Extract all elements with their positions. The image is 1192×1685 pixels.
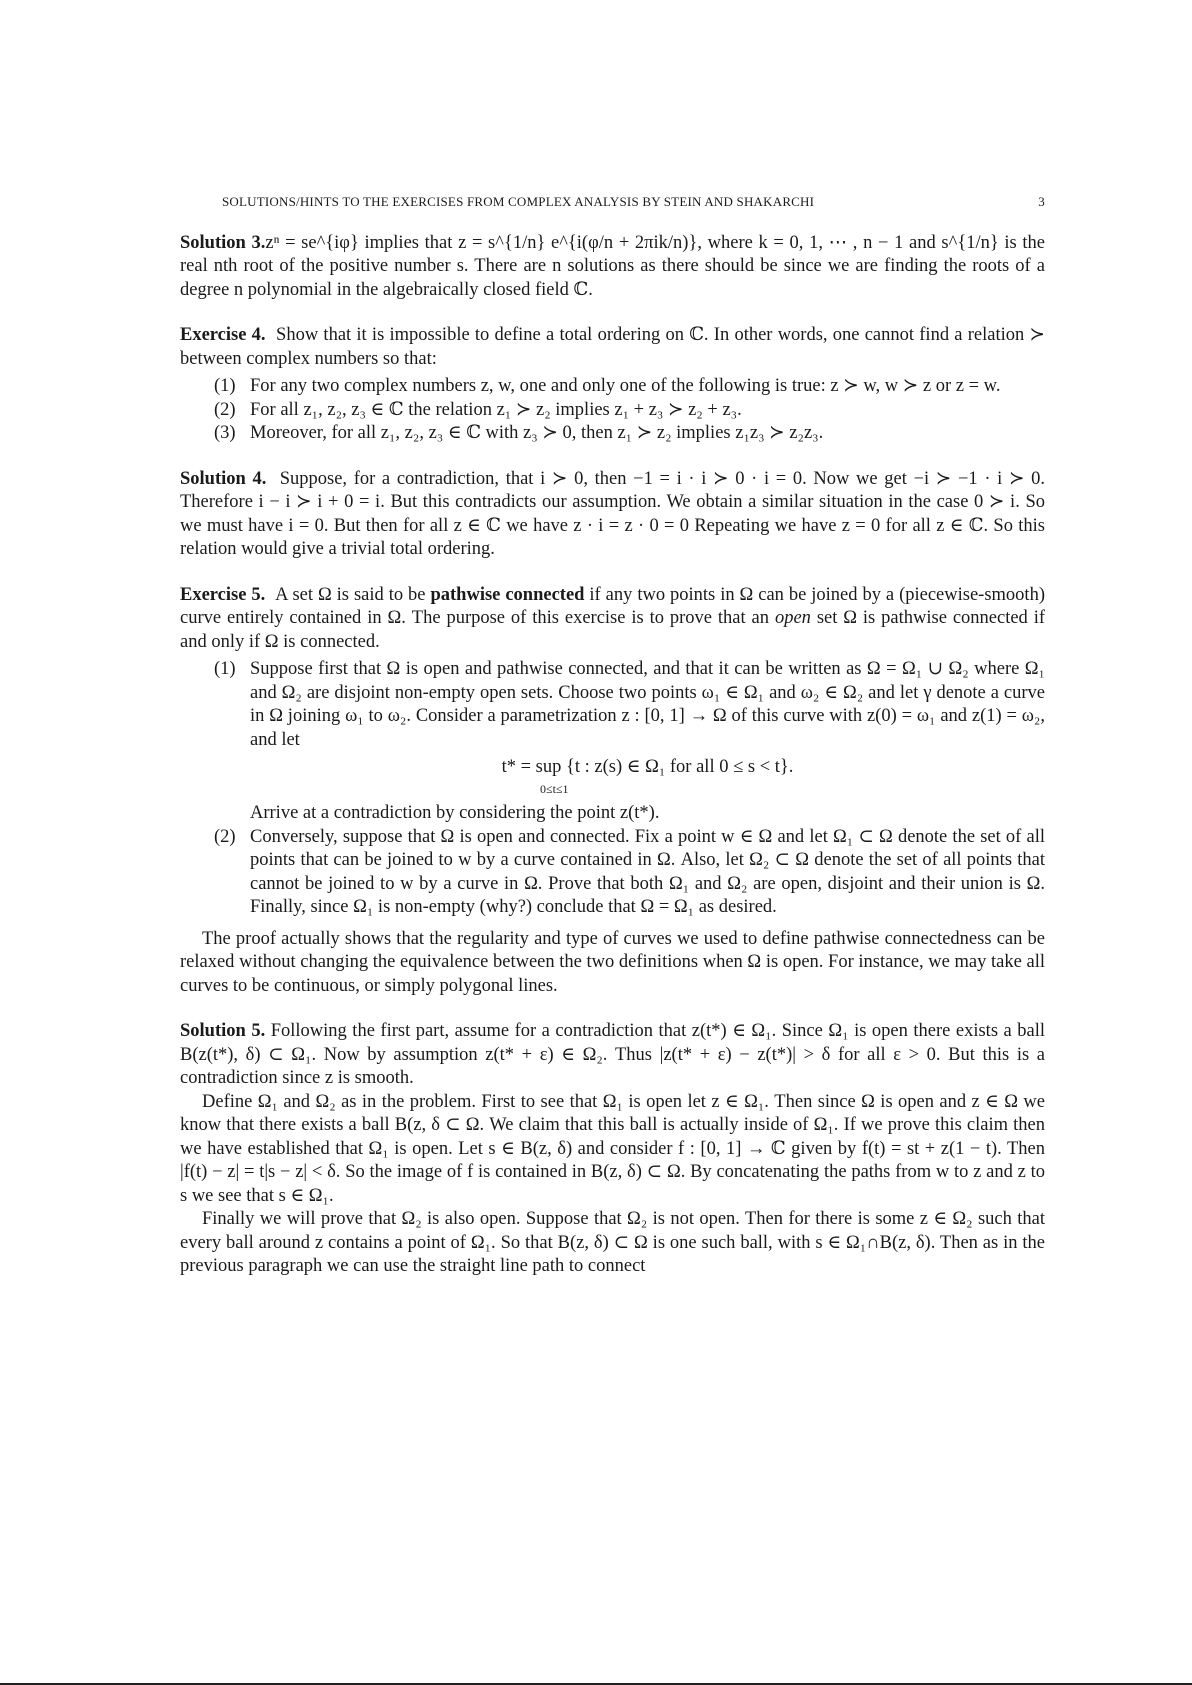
exercise-4 (180, 324, 1045, 446)
item-text: For all z₁, z₂, z₃ ∈ ℂ the relation z₁ ≻ z₂ implies z₁ + z₃ ≻ z₂ + z₃. (250, 399, 742, 420)
solution-5-lead: Solution 5. (180, 1021, 266, 1041)
exercise-5-intro-c: set Ω is pathwise connected if and only if Ω is connected. (180, 608, 1046, 652)
exercise-5 (180, 584, 1045, 999)
solution-3-text-3: roots of a degree n polynomial in the algebraically closed field ℂ. (180, 256, 1045, 300)
solution-4-lead: Solution 4. (180, 468, 267, 489)
solution-3-text-2: nth root of the positive number s. There are n solutions as there should be since we are finding the (213, 256, 967, 276)
running-header (180, 190, 1045, 214)
item-after-text: Arrive at a contradiction by considering the point z(t*). (250, 803, 660, 823)
list-item (180, 826, 1045, 920)
equation-text: t* = sup {t : z(s) ∈ Ω₁ for all 0 ≤ s < t}. (501, 757, 794, 777)
solution-3 (180, 232, 1045, 303)
exercise-4-intro: Show that it is impossible to define a total ordering on ℂ. In other words, one cannot find a relation ≻ between complex numbers so that: (180, 325, 1046, 369)
solution-5 (180, 1020, 1045, 1279)
solution-5-p1: Following the first part, assume for a contradiction that z(t*) ∈ Ω₁. Since Ω₁ is open there exists a ball B(z(t*), δ) ⊂ Ω₁. Now by assumption z(t* + ε) ∈ Ω₂. Thus |z(t* + ε) − z(t*)| > δ for all ε > 0. But this is a contradiction since z is smooth. (180, 1021, 1045, 1088)
exercise-5-intro-b: if any two points in Ω can be joined by a (piecewise-smooth) curve entirely contained in Ω. The purpose of this exercise is to prove that an (180, 584, 1045, 628)
list-item (180, 658, 1045, 826)
page-number: 3 (1038, 194, 1045, 209)
running-title: SOLUTIONS/HINTS TO THE EXERCISES FROM COMPLEX ANALYSIS BY STEIN AND SHAKARCHI (222, 194, 815, 209)
exercise-5-closing: The proof actually shows that the regularity and type of curves we used to define pathwise connectedness can be relaxed without changing the equivalence between the two definitions when Ω is open. For instance, we may take all curves to be continuous, or simply polygonal lines. (180, 928, 1045, 996)
solution-5-p3: Finally we will prove that Ω₂ is also open. Suppose that Ω₂ is not open. Then for there is some z ∈ Ω₂ such that every ball around z contains a point of Ω₁. So that B(z, δ) ⊂ Ω is one such ball, with s ∈ Ω₁∩B(z, δ). Then as in the previous paragraph we can use the straight line path to connect (180, 1209, 1045, 1276)
solution-5-p2: Define Ω₁ and Ω₂ as in the problem. First to see that Ω₁ is open let z ∈ Ω₁. Then since Ω is open and z ∈ Ω we know that there exists a ball B(z, δ ⊂ Ω. We claim that this ball is actually inside of Ω₁. If we prove this claim then we have established that Ω₁ is open. Let s ∈ B(z, δ) and consider f : [0, 1] → ℂ given by f(t) = st + z(1 − t). Then |f(t) − z| = t|s − z| < δ. So the image of f is contained in B(z, δ) ⊂ Ω. By concatenating the paths from w to z and z to s we see that s ∈ Ω₁. (180, 1091, 1045, 1206)
list-item (180, 375, 1045, 399)
solution-4-text: Suppose, for a contradiction, that i ≻ 0, then −1 = i · i ≻ 0 · i = 0. Now we get −i ≻ −1 · i ≻ 0. Therefore i − i ≻ i + 0 = i. But this contradicts our assumption. We obtain a similar situation in the case 0 ≻ i. So we must have i = 0. But then for all z ∈ ℂ we have z · i = z · 0 = 0 Repeating we have z = 0 for all z ∈ ℂ. So this relation would give a trivial total ordering. (180, 468, 1046, 559)
item-text: Moreover, for all z₁, z₂, z₃ ∈ ℂ with z₃ ≻ 0, then z₁ ≻ z₂ implies z₁z₃ ≻ z₂z₃. (250, 423, 824, 443)
equation-subscript: 0≤t≤1 (540, 782, 569, 796)
item-number: (1) (214, 659, 236, 679)
item-text: Suppose first that Ω is open and pathwise connected, and that it can be written as Ω = Ω₁ ∪ Ω₂ where Ω₁ and Ω₂ are disjoint non-empty open sets. Choose two points ω₁ ∈ Ω₁ and ω₂ ∈ Ω₂ and let γ denote a curve in Ω joining ω₁ to ω₂. Consider a parametrization z : [0, 1] → Ω of this curve with z(0) = ω₁ and z(1) = ω₂, and let (250, 659, 1045, 750)
item-text: For any two complex numbers z, w, one and only one of the following is true: z ≻ w, w ≻ z or z = w. (250, 376, 1001, 396)
exercise-5-intro-a: A set Ω is said to be (275, 584, 426, 605)
list-item (180, 422, 1045, 446)
solution-3-text-1: zⁿ = se^{iφ} implies that z = s^{1/n} e^{i(φ/n + 2πik/n)}, where k = 0, 1, ⋯ , n − 1 and s^{1/n} is the real (180, 232, 1045, 276)
item-number: (1) (214, 376, 236, 396)
pathwise-connected-term: pathwise connected (430, 584, 585, 605)
exercise-5-lead: Exercise 5. (180, 584, 266, 605)
solution-3-lead: Solution 3. (180, 232, 266, 253)
item-number: (3) (214, 423, 236, 443)
page-body (180, 190, 1045, 1301)
open-term: open (774, 608, 811, 628)
solution-4 (180, 468, 1045, 562)
exercise-5-parts (180, 658, 1045, 920)
list-item (180, 399, 1045, 423)
exercise-4-conditions (180, 375, 1045, 446)
item-number: (2) (214, 399, 236, 420)
item-number: (2) (214, 826, 236, 847)
exercise-4-lead: Exercise 4. (180, 325, 266, 345)
display-equation (250, 756, 1045, 796)
item-text: Conversely, suppose that Ω is open and connected. Fix a point w ∈ Ω and let Ω₁ ⊂ Ω denote the set of all points that can be joined to w by a curve contained in Ω. Also, let Ω₂ ⊂ Ω denote the set of all points that cannot be joined to w by a curve in Ω. Prove that both Ω₁ and Ω₂ are open, disjoint and their union is Ω. Finally, since Ω₁ is non-empty (why?) conclude that Ω = Ω₁ as desired. (250, 826, 1045, 917)
